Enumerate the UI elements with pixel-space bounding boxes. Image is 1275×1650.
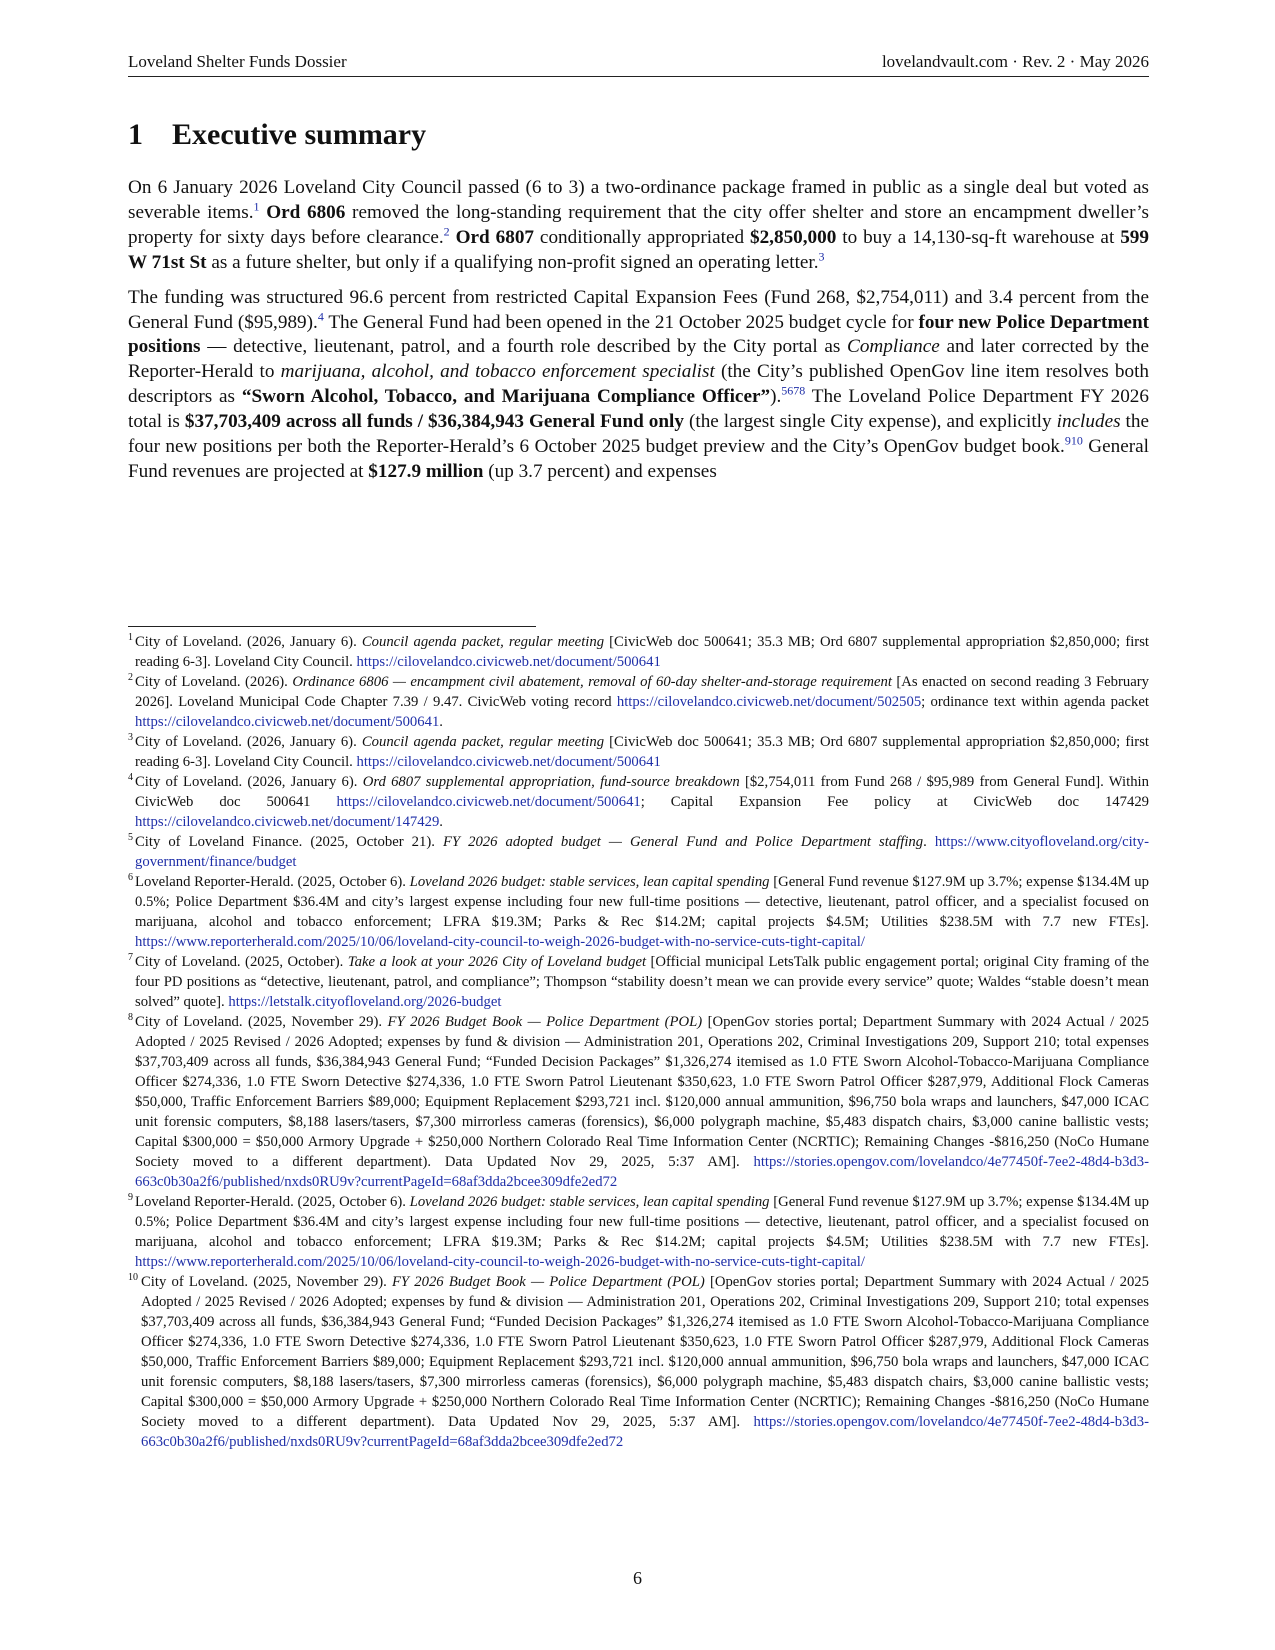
footnote-title: FY 2026 Budget Book — Police Department (POL) <box>387 1014 703 1030</box>
footnote-ref-2[interactable]: 2 <box>443 224 450 239</box>
footnote-mark: 1 <box>128 632 133 643</box>
footnote-author: Loveland Reporter-Herald. (2025, October 6). <box>135 874 410 890</box>
footnote-title: Ord 6807 supplemental appropriation, fund-source breakdown <box>362 774 740 790</box>
footnote-rule <box>128 626 536 627</box>
footnote-detail: [$2,754,011 from Fund 268 / $95,989 from General Fund]. Within CivicWeb doc 500641 <box>135 774 1149 810</box>
footnote-author: City of Loveland. (2026, January 6). <box>135 634 362 650</box>
text-run: — detective, lieutenant, patrol, and a fourth role described by the City portal as <box>200 336 848 358</box>
footnote-detail: [OpenGov stories portal; Department Summary with 2024 Actual / 2025 Adopted / 2025 Revised / 2026 Adopted; expenses by fund & division — Administration 201, Operations 202, Criminal Investigations 209, Support 210; total expenses $37,703,409 across all funds, $36,384,943 General Fund; “Funded Decision Packages” $1,326,274 itemised as 1.0 FTE Sworn Alcohol-Tobacco-Marijuana Compliance Officer $274,336, 1.0 FTE Sworn Detective $274,336, 1.0 FTE Sworn Patrol Lieutenant $350,623, 1.0 FTE Sworn Patrol Officer $287,979, Additional Flock Cameras $50,000, Traffic Enforcement Barriers $89,000; Equipment Replacement $293,721 incl. $120,000 annual ammunition, $96,750 bola wraps and launchers, $47,000 ICAC unit forensic computers, $8,188 lasers/tasers, $7,300 mirrorless cameras (forensics), $6,000 polygraph machine, $5,483 dispatch chairs, $3,000 canine ballistic vests; Capital $300,000 = $50,000 Armory Upgrade + $250,000 Northern Colorado Real Time Information Center (NCRTIC); Remaining Changes -$816,250 (NoCo Humane Society moved to a different department). Data Updated Nov 29, 2025, 5:37 AM]. <box>135 1014 1149 1170</box>
footnote-author: City of Loveland. (2025, November 29). <box>141 1274 392 1290</box>
includes-term: includes <box>1056 411 1121 433</box>
footnote-8 <box>128 1012 1149 1192</box>
footnote-link[interactable]: https://cilovelandco.civicweb.net/document/500641 <box>336 794 641 810</box>
footnote-detail: [OpenGov stories portal; Department Summary with 2024 Actual / 2025 Adopted / 2025 Revised / 2026 Adopted; expenses by fund & division — Administration 201, Operations 202, Criminal Investigations 209, Support 210; total expenses $37,703,409 across all funds, $36,384,943 General Fund; “Funded Decision Packages” $1,326,274 itemised as 1.0 FTE Sworn Alcohol-Tobacco-Marijuana Compliance Officer $274,336, 1.0 FTE Sworn Detective $274,336, 1.0 FTE Sworn Patrol Lieutenant $350,623, 1.0 FTE Sworn Patrol Officer $287,979, Additional Flock Cameras $50,000, Traffic Enforcement Barriers $89,000; Equipment Replacement $293,721 incl. $120,000 annual ammunition, $96,750 bola wraps and launchers, $47,000 ICAC unit forensic computers, $8,188 lasers/tasers, $7,300 mirrorless cameras (forensics), $6,000 polygraph machine, $5,483 dispatch chairs, $3,000 canine ballistic vests; Capital $300,000 = $50,000 Armory Upgrade + $250,000 Northern Colorado Real Time Information Center (NCRTIC); Remaining Changes -$816,250 (NoCo Humane Society moved to a different department). Data Updated Nov 29, 2025, 5:37 AM]. <box>141 1274 1149 1430</box>
footnote-title: Take a look at your 2026 City of Loveland budget <box>347 954 647 970</box>
footnote-author: Loveland Reporter-Herald. (2025, October 6). <box>135 1194 410 1210</box>
specialist-term: marijuana, alcohol, and tobacco enforcement specialist <box>280 361 715 383</box>
footnote-9 <box>128 1192 1149 1272</box>
text-run: The Loveland Police Department FY 2026 total is <box>128 386 1149 433</box>
footnote-link[interactable]: https://stories.opengov.com/lovelandco/4e77450f-7ee2-48d4-b3d3-663c0b30a2f6/published/nxds0RU9v?currentPageId=68af3dda2bcee309dfe2ed72 <box>141 1414 1149 1450</box>
footnote-mark: 2 <box>128 672 133 683</box>
revenue-projection: $127.9 million <box>368 460 484 482</box>
ordinance-6806: Ord 6806 <box>266 201 346 223</box>
footnote-ref-910[interactable]: 910 <box>1064 433 1083 448</box>
footnote-title: FY 2026 adopted budget — General Fund and Police Department staffing <box>442 834 924 850</box>
footnote-link[interactable]: https://cilovelandco.civicweb.net/document/147429 <box>135 814 440 830</box>
footnote-link[interactable]: https://stories.opengov.com/lovelandco/4e77450f-7ee2-48d4-b3d3-663c0b30a2f6/published/nxds0RU9v?currentPageId=68af3dda2bcee309dfe2ed72 <box>135 1154 1149 1190</box>
text-run: as a future shelter, but only if a qualifying non-profit signed an operating letter. <box>206 251 819 273</box>
page-number: 6 <box>633 1568 642 1588</box>
footnote-mark: 3 <box>128 732 133 743</box>
footnote-title: Council agenda packet, regular meeting <box>361 634 605 650</box>
appropriation-amount: $2,850,000 <box>749 226 837 248</box>
footnote-mark: 6 <box>128 872 133 883</box>
footnote-3 <box>128 732 1149 772</box>
footnote-detail: [General Fund revenue $127.9M up 3.7%; expense $134.4M up 0.5%; Police Department $36.4M and city’s largest expense including four new full-time positions — detective, lieutenant, patrol officer, and a specialist focused on marijuana, alcohol and tobacco enforcement; LFRA $19.3M; Parks & Rec $14.2M; capital projects $4.5M; Utilities $238.5M with 7.7 new FTEs]. <box>135 1194 1149 1250</box>
running-header <box>128 50 1149 77</box>
footnote-title: Council agenda packet, regular meeting <box>361 734 605 750</box>
footnote-link[interactable]: https://www.reporterherald.com/2025/10/06/loveland-city-council-to-weigh-2026-budget-with-no-service-cuts-tight-capital/ <box>135 934 865 950</box>
footnote-detail: [Official municipal LetsTalk public engagement portal; original City framing of the four PD positions as “detective, lieutenant, patrol, and compliance”; Thompson “stability doesn’t mean we can provide every service” quote; Waldes “stable doesn’t mean solved” quote]. <box>135 954 1149 1010</box>
text-run: The funding was structured 96.6 percent from restricted Capital Expansion Fees (Fund 268, $2,754,011) and 3.4 percent from the General Fund ($95,989). <box>128 286 1149 333</box>
header-site-revision: lovelandvault.com · Rev. 2 · May 2026 <box>881 52 1149 71</box>
footnote-link[interactable]: https://cilovelandco.civicweb.net/document/500641 <box>135 714 440 730</box>
footnote-author: City of Loveland Finance. (2025, October 21). <box>135 834 443 850</box>
footnote-mark: 7 <box>128 952 133 963</box>
footnote-detail: [As enacted on second reading 3 February 2026]. Loveland Municipal Code Chapter 7.39 / 9.47. CivicWeb voting record <box>135 674 1149 710</box>
ordinance-6807: Ord 6807 <box>455 226 535 248</box>
footnote-2 <box>128 672 1149 732</box>
footnote-detail: ; Capital Expansion Fee policy at CivicWeb doc 147429 <box>640 794 1150 810</box>
footnotes <box>128 632 1149 1452</box>
footnote-detail: ; ordinance text within agenda packet <box>921 694 1150 710</box>
footnote-detail: [CivicWeb doc 500641; 35.3 MB; Ord 6807 supplemental appropriation $2,850,000; first reading 6-3]. Loveland City Council. <box>135 634 1149 670</box>
text-run: conditionally appropriated <box>534 226 750 248</box>
footnote-author: City of Loveland. (2026, January 6). <box>135 774 363 790</box>
warehouse-address: 599 W 71st St <box>128 226 1149 273</box>
text-run: (the City’s published OpenGov line item resolves both descriptors as <box>128 361 1150 408</box>
text-run: ). <box>770 386 782 408</box>
paragraph-1 <box>128 176 1149 276</box>
footnote-4 <box>128 772 1149 832</box>
footnote-link[interactable]: https://cilovelandco.civicweb.net/document/502505 <box>616 694 922 710</box>
footnote-7 <box>128 952 1149 1012</box>
header-title: Loveland Shelter Funds Dossier <box>128 52 347 71</box>
footnote-title: Ordinance 6806 — encampment civil abatement, removal of 60-day shelter-and-storage requirement <box>292 674 892 690</box>
police-budget-total: $37,703,409 across all funds / $36,384,943 General Fund only <box>184 411 684 433</box>
footnote-mark: 5 <box>128 832 133 843</box>
footnote-ref-5678[interactable]: 5678 <box>781 383 806 398</box>
officer-title: “Sworn Alcohol, Tobacco, and Marijuana Compliance Officer” <box>241 386 771 408</box>
footnote-5 <box>128 832 1149 872</box>
footnote-title: Loveland 2026 budget: stable services, lean capital spending <box>409 874 770 890</box>
footnote-mark: 4 <box>128 772 133 783</box>
section-number: 1 <box>128 118 143 151</box>
footnote-tail: . <box>439 814 443 830</box>
section-title: Executive summary <box>172 118 427 151</box>
compliance-term: Compliance <box>847 336 940 358</box>
body-text <box>128 176 1149 495</box>
footnote-6 <box>128 872 1149 952</box>
footnote-link[interactable]: https://cilovelandco.civicweb.net/document/500641 <box>356 754 661 770</box>
text-run: and later corrected by the Reporter-Herald to <box>128 336 1149 383</box>
footnote-detail: . <box>923 834 935 850</box>
paragraph-2 <box>128 286 1149 485</box>
footnote-mark: 8 <box>128 1012 133 1023</box>
police-positions: four new Police Department positions <box>128 311 1150 358</box>
footnote-link[interactable]: https://www.reporterherald.com/2025/10/06/loveland-city-council-to-weigh-2026-budget-with-no-service-cuts-tight-capital/ <box>135 1254 865 1270</box>
text-run: The General Fund had been opened in the 21 October 2025 budget cycle for <box>323 311 919 333</box>
footnote-detail: [CivicWeb doc 500641; 35.3 MB; Ord 6807 supplemental appropriation $2,850,000; first reading 6-3]. Loveland City Council. <box>135 734 1149 770</box>
text-run: to buy a 14,130-sq-ft warehouse at <box>836 226 1121 248</box>
text-run: removed the long-standing requirement that the city offer shelter and store an encampment dweller’s property for sixty days before clearance. <box>128 201 1150 248</box>
footnote-1 <box>128 632 1149 672</box>
footnote-mark: 10 <box>128 1272 138 1283</box>
footnote-title: Loveland 2026 budget: stable services, lean capital spending <box>409 1194 770 1210</box>
footnote-ref-3[interactable]: 3 <box>818 249 825 264</box>
footnote-mark: 9 <box>128 1192 133 1203</box>
footnote-link[interactable]: https://cilovelandco.civicweb.net/document/500641 <box>356 654 661 670</box>
footnote-author: City of Loveland. (2026, January 6). <box>135 734 362 750</box>
text-run: the four new positions per both the Reporter-Herald’s 6 October 2025 budget preview and the City’s OpenGov budget book. <box>128 411 1149 458</box>
footnote-ref-1[interactable]: 1 <box>253 199 260 214</box>
text-run: (the largest single City expense), and explicitly <box>683 411 1057 433</box>
section-heading <box>128 118 426 152</box>
text-run: General Fund revenues are projected at <box>128 436 1149 482</box>
footnote-10 <box>128 1272 1149 1452</box>
footnote-author: City of Loveland. (2025, October). <box>135 954 348 970</box>
footnote-link[interactable]: https://letstalk.cityofloveland.org/2026-budget <box>228 994 502 1010</box>
footnote-author: City of Loveland. (2025, November 29). <box>135 1014 388 1030</box>
footnote-author: City of Loveland. (2026). <box>135 674 293 690</box>
footnote-detail: [General Fund revenue $127.9M up 3.7%; expense $134.4M up 0.5%; Police Department $36.4M and city’s largest expense including four new full-time positions — detective, lieutenant, patrol officer, and a specialist focused on marijuana, alcohol and tobacco enforcement; LFRA $19.3M; Parks & Rec $14.2M; capital projects $4.5M; Utilities $238.5M with 7.7 new FTEs]. <box>135 874 1149 930</box>
text-run: (up 3.7 percent) and expenses <box>483 460 717 482</box>
footnote-ref-4[interactable]: 4 <box>317 309 324 324</box>
footnote-link[interactable]: https://www.cityofloveland.org/city-government/finance/budget <box>135 834 1149 870</box>
footnote-title: FY 2026 Budget Book — Police Department (POL) <box>391 1274 705 1290</box>
footnote-tail: . <box>439 714 443 730</box>
text-run: On 6 January 2026 Loveland City Council passed (6 to 3) a two-ordinance package framed in public as a single deal but voted as severable items. <box>128 177 1149 223</box>
